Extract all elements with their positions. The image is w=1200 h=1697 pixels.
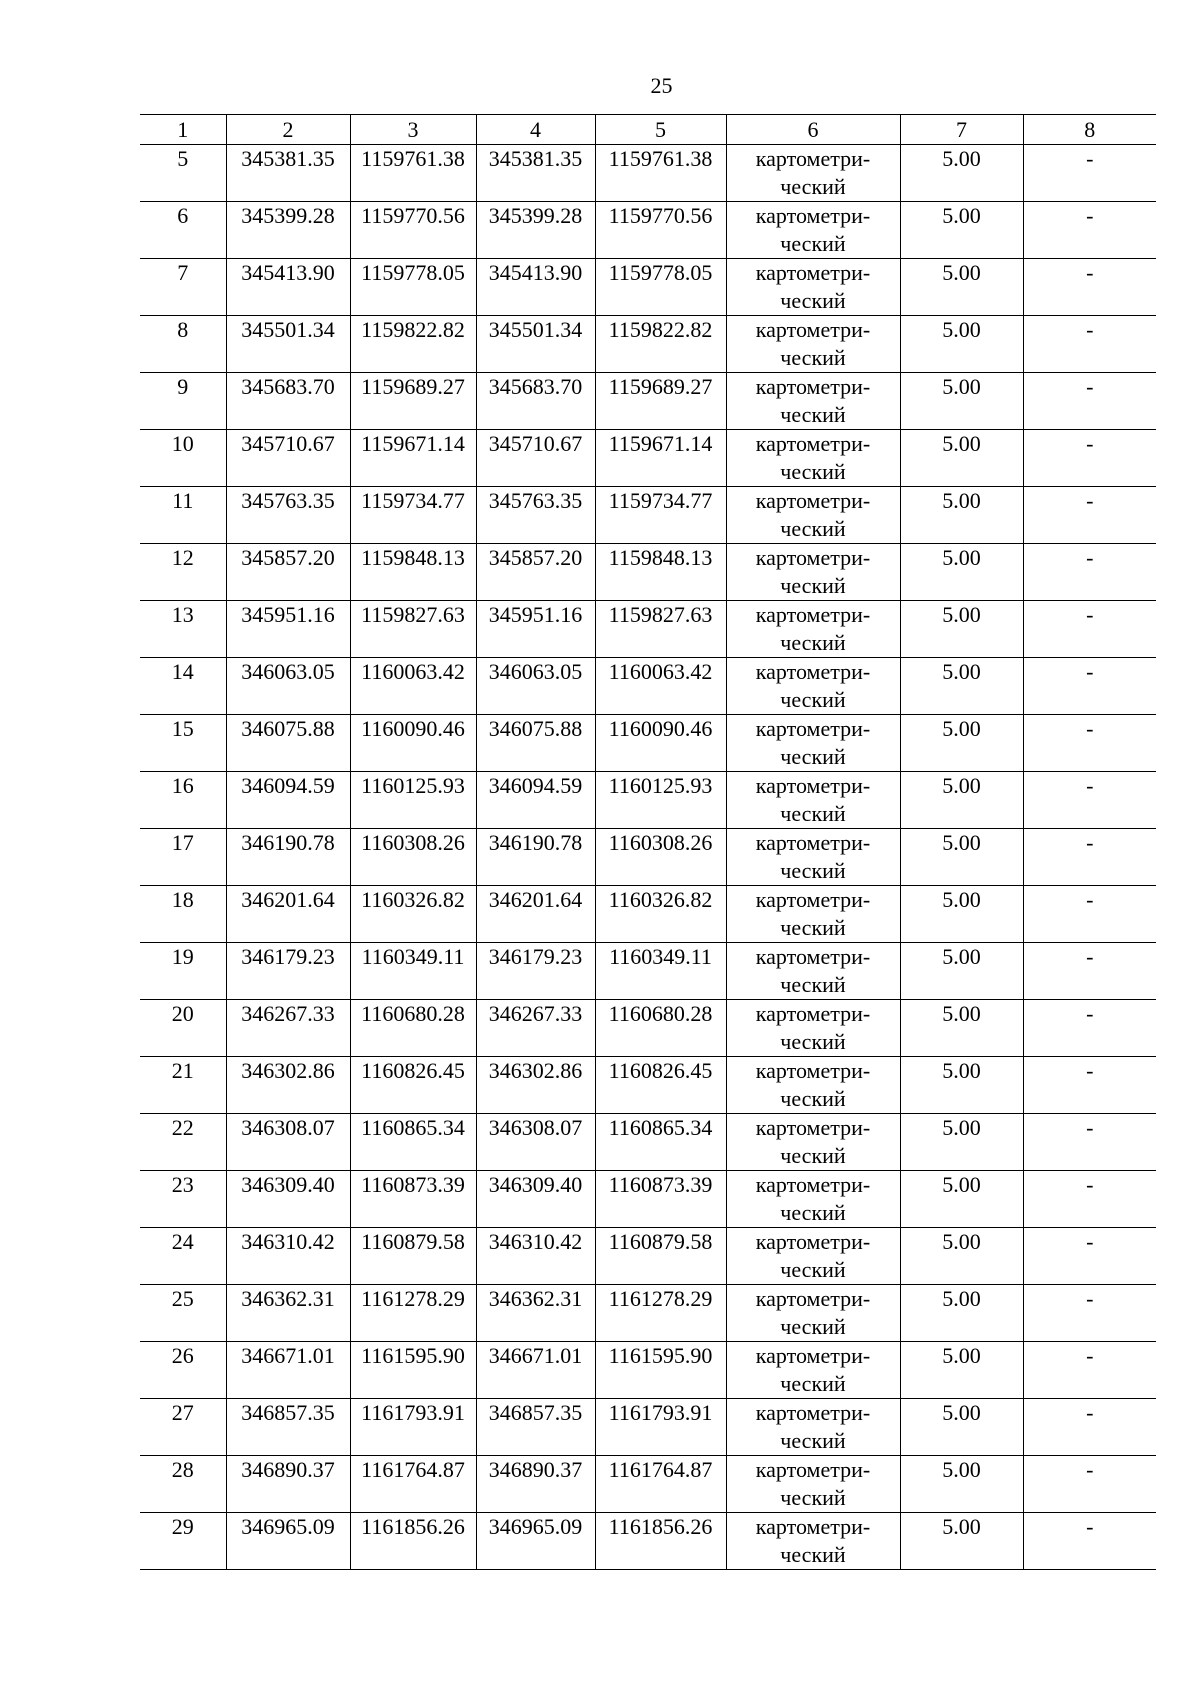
coordinate-cell: 346671.01: [226, 1342, 350, 1399]
table-row: [140, 715, 1156, 772]
coordinate-cell: 1159734.77: [350, 487, 476, 544]
coordinate-cell: 346190.78: [476, 829, 595, 886]
table-row: [140, 1000, 1156, 1057]
coordinate-cell: 1160090.46: [350, 715, 476, 772]
method-text: картометри-: [755, 260, 871, 285]
method-cell: [726, 316, 900, 373]
coordinate-cell: 346965.09: [226, 1513, 350, 1570]
method-text: картометри-: [755, 1001, 871, 1026]
coordinate-cell: 1160063.42: [350, 658, 476, 715]
coordinate-cell: 346094.59: [476, 772, 595, 829]
note-cell: -: [1023, 715, 1156, 772]
note-cell: -: [1023, 1171, 1156, 1228]
column-header: 7: [900, 115, 1023, 145]
note-cell: -: [1023, 1456, 1156, 1513]
method-text: картометри-: [755, 1457, 871, 1482]
coordinate-cell: 346310.42: [226, 1228, 350, 1285]
table-row: [140, 544, 1156, 601]
method-text: ческий: [780, 1542, 846, 1567]
column-header: 8: [1023, 115, 1156, 145]
method-cell: [726, 1456, 900, 1513]
method-text: ческий: [780, 1029, 846, 1054]
coordinate-cell: 345399.28: [476, 202, 595, 259]
coordinate-cell: 1160680.28: [350, 1000, 476, 1057]
method-text: ческий: [780, 1257, 846, 1282]
coordinate-cell: 346179.23: [476, 943, 595, 1000]
point-number-cell: 19: [140, 943, 226, 1000]
method-cell: [726, 1513, 900, 1570]
method-text: картометри-: [755, 659, 871, 684]
method-text: картометри-: [755, 488, 871, 513]
coordinate-cell: 345763.35: [226, 487, 350, 544]
point-number-cell: 27: [140, 1399, 226, 1456]
coordinate-cell: 1159778.05: [350, 259, 476, 316]
coordinate-cell: 1160308.26: [350, 829, 476, 886]
coordinate-cell: 346362.31: [226, 1285, 350, 1342]
table-row: [140, 1114, 1156, 1171]
method-text: ческий: [780, 1428, 846, 1453]
coordinate-cell: 1160879.58: [350, 1228, 476, 1285]
coordinate-cell: 345710.67: [476, 430, 595, 487]
method-cell: [726, 886, 900, 943]
coordinate-cell: 346857.35: [476, 1399, 595, 1456]
accuracy-cell: 5.00: [900, 1513, 1023, 1570]
coordinate-cell: 345399.28: [226, 202, 350, 259]
coordinates-table: [140, 114, 1156, 1570]
method-cell: [726, 259, 900, 316]
accuracy-cell: 5.00: [900, 1399, 1023, 1456]
coordinate-cell: 1161856.26: [595, 1513, 726, 1570]
accuracy-cell: 5.00: [900, 943, 1023, 1000]
point-number-cell: 13: [140, 601, 226, 658]
point-number-cell: 14: [140, 658, 226, 715]
method-text: ческий: [780, 231, 846, 256]
coordinate-cell: 345857.20: [226, 544, 350, 601]
method-text: картометри-: [755, 773, 871, 798]
accuracy-cell: 5.00: [900, 829, 1023, 886]
method-cell: [726, 1000, 900, 1057]
coordinate-cell: 1159689.27: [595, 373, 726, 430]
coordinate-cell: 345951.16: [476, 601, 595, 658]
column-header: 2: [226, 115, 350, 145]
point-number-cell: 5: [140, 145, 226, 202]
accuracy-cell: 5.00: [900, 772, 1023, 829]
coordinate-cell: 1161764.87: [350, 1456, 476, 1513]
coordinate-cell: 1160125.93: [350, 772, 476, 829]
table-row: [140, 145, 1156, 202]
column-header: 4: [476, 115, 595, 145]
method-text: картометри-: [755, 887, 871, 912]
coordinate-cell: 1161595.90: [350, 1342, 476, 1399]
accuracy-cell: 5.00: [900, 658, 1023, 715]
table-row: [140, 601, 1156, 658]
method-text: ческий: [780, 801, 846, 826]
coordinate-cell: 345381.35: [226, 145, 350, 202]
method-text: ческий: [780, 1200, 846, 1225]
coordinate-cell: 346075.88: [476, 715, 595, 772]
accuracy-cell: 5.00: [900, 202, 1023, 259]
method-cell: [726, 715, 900, 772]
method-text: ческий: [780, 972, 846, 997]
accuracy-cell: 5.00: [900, 373, 1023, 430]
coordinate-cell: 1160326.82: [595, 886, 726, 943]
coordinate-cell: 1160326.82: [350, 886, 476, 943]
accuracy-cell: 5.00: [900, 1228, 1023, 1285]
note-cell: -: [1023, 886, 1156, 943]
coordinate-cell: 1159761.38: [350, 145, 476, 202]
coordinate-cell: 1160865.34: [595, 1114, 726, 1171]
table-row: [140, 886, 1156, 943]
point-number-cell: 10: [140, 430, 226, 487]
method-text: ческий: [780, 858, 846, 883]
coordinate-cell: 1161278.29: [350, 1285, 476, 1342]
point-number-cell: 24: [140, 1228, 226, 1285]
method-text: ческий: [780, 573, 846, 598]
method-text: картометри-: [755, 944, 871, 969]
method-cell: [726, 658, 900, 715]
coordinate-cell: 1160308.26: [595, 829, 726, 886]
coordinate-cell: 1160826.45: [595, 1057, 726, 1114]
coordinate-cell: 1160879.58: [595, 1228, 726, 1285]
coordinate-cell: 1159734.77: [595, 487, 726, 544]
method-cell: [726, 1171, 900, 1228]
point-number-cell: 9: [140, 373, 226, 430]
table-body: [140, 145, 1156, 1570]
method-cell: [726, 1114, 900, 1171]
method-cell: [726, 1228, 900, 1285]
table-row: [140, 829, 1156, 886]
table-row: [140, 1171, 1156, 1228]
table-row: [140, 487, 1156, 544]
point-number-cell: 26: [140, 1342, 226, 1399]
method-cell: [726, 601, 900, 658]
note-cell: -: [1023, 1513, 1156, 1570]
method-text: картометри-: [755, 716, 871, 741]
coordinate-cell: 345683.70: [226, 373, 350, 430]
note-cell: -: [1023, 544, 1156, 601]
point-number-cell: 7: [140, 259, 226, 316]
table-row: [140, 1285, 1156, 1342]
point-number-cell: 20: [140, 1000, 226, 1057]
page-number: 25: [650, 73, 673, 98]
point-number-cell: 12: [140, 544, 226, 601]
note-cell: -: [1023, 658, 1156, 715]
point-number-cell: 15: [140, 715, 226, 772]
note-cell: -: [1023, 1114, 1156, 1171]
coordinate-cell: 1161764.87: [595, 1456, 726, 1513]
method-text: картометри-: [755, 545, 871, 570]
coordinate-cell: 1160125.93: [595, 772, 726, 829]
coordinate-cell: 346308.07: [476, 1114, 595, 1171]
table-row: [140, 772, 1156, 829]
method-text: картометри-: [755, 1058, 871, 1083]
coordinate-cell: 1160826.45: [350, 1057, 476, 1114]
coordinate-cell: 346308.07: [226, 1114, 350, 1171]
coordinate-cell: 1159770.56: [350, 202, 476, 259]
coordinate-cell: 1159822.82: [595, 316, 726, 373]
coordinate-cell: 346302.86: [476, 1057, 595, 1114]
coordinate-cell: 346094.59: [226, 772, 350, 829]
accuracy-cell: 5.00: [900, 430, 1023, 487]
coordinate-cell: 346890.37: [226, 1456, 350, 1513]
point-number-cell: 18: [140, 886, 226, 943]
coordinate-cell: 1159770.56: [595, 202, 726, 259]
coordinate-cell: 345501.34: [476, 316, 595, 373]
coordinate-cell: 1160090.46: [595, 715, 726, 772]
coordinate-cell: 346201.64: [476, 886, 595, 943]
coordinate-cell: 345763.35: [476, 487, 595, 544]
method-text: ческий: [780, 630, 846, 655]
method-text: ческий: [780, 345, 846, 370]
coordinate-cell: 1160063.42: [595, 658, 726, 715]
table-row: [140, 430, 1156, 487]
coordinate-cell: 1161793.91: [595, 1399, 726, 1456]
accuracy-cell: 5.00: [900, 259, 1023, 316]
coordinate-cell: 1159761.38: [595, 145, 726, 202]
table-row: [140, 1513, 1156, 1570]
coordinate-cell: 346302.86: [226, 1057, 350, 1114]
table-row: [140, 259, 1156, 316]
method-cell: [726, 373, 900, 430]
note-cell: -: [1023, 1228, 1156, 1285]
note-cell: -: [1023, 772, 1156, 829]
coordinate-cell: 1159778.05: [595, 259, 726, 316]
method-text: картометри-: [755, 1343, 871, 1368]
coordinate-cell: 346890.37: [476, 1456, 595, 1513]
method-text: ческий: [780, 915, 846, 940]
method-text: картометри-: [755, 317, 871, 342]
method-text: картометри-: [755, 602, 871, 627]
coordinate-cell: 345501.34: [226, 316, 350, 373]
accuracy-cell: 5.00: [900, 1000, 1023, 1057]
column-header: 5: [595, 115, 726, 145]
accuracy-cell: 5.00: [900, 1057, 1023, 1114]
point-number-cell: 8: [140, 316, 226, 373]
accuracy-cell: 5.00: [900, 145, 1023, 202]
coordinate-cell: 346267.33: [476, 1000, 595, 1057]
method-text: картометри-: [755, 1115, 871, 1140]
method-cell: [726, 1342, 900, 1399]
method-text: ческий: [780, 1143, 846, 1168]
note-cell: -: [1023, 1342, 1156, 1399]
accuracy-cell: 5.00: [900, 544, 1023, 601]
coordinate-cell: 345381.35: [476, 145, 595, 202]
table-row: [140, 1228, 1156, 1285]
note-cell: -: [1023, 145, 1156, 202]
note-cell: -: [1023, 430, 1156, 487]
coordinate-cell: 346190.78: [226, 829, 350, 886]
coordinate-cell: 346965.09: [476, 1513, 595, 1570]
table-row: [140, 202, 1156, 259]
coordinate-cell: 345710.67: [226, 430, 350, 487]
coordinate-cell: 1159827.63: [595, 601, 726, 658]
coordinate-cell: 1159827.63: [350, 601, 476, 658]
coordinate-cell: 1160349.11: [595, 943, 726, 1000]
coordinate-cell: 1159848.13: [595, 544, 726, 601]
coordinate-cell: 346310.42: [476, 1228, 595, 1285]
method-text: ческий: [780, 687, 846, 712]
coordinate-cell: 1159689.27: [350, 373, 476, 430]
coordinate-cell: 1161793.91: [350, 1399, 476, 1456]
accuracy-cell: 5.00: [900, 715, 1023, 772]
coordinate-cell: 1161856.26: [350, 1513, 476, 1570]
table-row: [140, 658, 1156, 715]
accuracy-cell: 5.00: [900, 601, 1023, 658]
coordinate-cell: 1159822.82: [350, 316, 476, 373]
coordinate-cell: 345951.16: [226, 601, 350, 658]
method-cell: [726, 829, 900, 886]
point-number-cell: 29: [140, 1513, 226, 1570]
method-text: картометри-: [755, 1514, 871, 1539]
table-row: [140, 373, 1156, 430]
column-header: 6: [726, 115, 900, 145]
note-cell: -: [1023, 373, 1156, 430]
note-cell: -: [1023, 829, 1156, 886]
note-cell: -: [1023, 601, 1156, 658]
method-cell: [726, 1285, 900, 1342]
accuracy-cell: 5.00: [900, 316, 1023, 373]
method-text: картометри-: [755, 146, 871, 171]
coordinate-cell: 345413.90: [476, 259, 595, 316]
note-cell: -: [1023, 943, 1156, 1000]
table-row: [140, 1456, 1156, 1513]
note-cell: -: [1023, 1399, 1156, 1456]
point-number-cell: 22: [140, 1114, 226, 1171]
method-cell: [726, 1399, 900, 1456]
note-cell: -: [1023, 259, 1156, 316]
note-cell: -: [1023, 202, 1156, 259]
column-header: 3: [350, 115, 476, 145]
coordinate-cell: 346201.64: [226, 886, 350, 943]
method-text: картометри-: [755, 1172, 871, 1197]
coordinate-cell: 1160873.39: [350, 1171, 476, 1228]
method-text: ческий: [780, 1371, 846, 1396]
coordinate-cell: 1161278.29: [595, 1285, 726, 1342]
table-row: [140, 1399, 1156, 1456]
method-cell: [726, 487, 900, 544]
method-text: ческий: [780, 744, 846, 769]
method-text: ческий: [780, 1485, 846, 1510]
method-text: ческий: [780, 1314, 846, 1339]
accuracy-cell: 5.00: [900, 1456, 1023, 1513]
method-text: картометри-: [755, 203, 871, 228]
point-number-cell: 23: [140, 1171, 226, 1228]
method-text: ческий: [780, 459, 846, 484]
coordinate-cell: 1161595.90: [595, 1342, 726, 1399]
table-row: [140, 316, 1156, 373]
coordinate-cell: 1160349.11: [350, 943, 476, 1000]
coordinate-cell: 346671.01: [476, 1342, 595, 1399]
coordinate-cell: 1160873.39: [595, 1171, 726, 1228]
coordinate-cell: 346857.35: [226, 1399, 350, 1456]
point-number-cell: 17: [140, 829, 226, 886]
point-number-cell: 21: [140, 1057, 226, 1114]
method-cell: [726, 544, 900, 601]
method-text: ческий: [780, 402, 846, 427]
point-number-cell: 16: [140, 772, 226, 829]
method-text: картометри-: [755, 431, 871, 456]
coordinate-cell: 346179.23: [226, 943, 350, 1000]
method-cell: [726, 145, 900, 202]
accuracy-cell: 5.00: [900, 1171, 1023, 1228]
coordinate-cell: 346063.05: [476, 658, 595, 715]
method-text: ческий: [780, 516, 846, 541]
method-cell: [726, 430, 900, 487]
method-cell: [726, 943, 900, 1000]
method-text: картометри-: [755, 374, 871, 399]
coordinate-cell: 345413.90: [226, 259, 350, 316]
method-text: ческий: [780, 174, 846, 199]
note-cell: -: [1023, 1057, 1156, 1114]
point-number-cell: 25: [140, 1285, 226, 1342]
coordinate-cell: 346309.40: [476, 1171, 595, 1228]
coordinate-cell: 346075.88: [226, 715, 350, 772]
coordinate-cell: 1159671.14: [350, 430, 476, 487]
coordinate-cell: 1160680.28: [595, 1000, 726, 1057]
coordinate-cell: 346362.31: [476, 1285, 595, 1342]
column-header: 1: [140, 115, 226, 145]
method-cell: [726, 202, 900, 259]
method-text: картометри-: [755, 1286, 871, 1311]
method-text: картометри-: [755, 830, 871, 855]
note-cell: -: [1023, 487, 1156, 544]
note-cell: -: [1023, 316, 1156, 373]
method-text: картометри-: [755, 1229, 871, 1254]
point-number-cell: 11: [140, 487, 226, 544]
coordinate-cell: 345857.20: [476, 544, 595, 601]
point-number-cell: 28: [140, 1456, 226, 1513]
method-text: ческий: [780, 1086, 846, 1111]
method-text: ческий: [780, 288, 846, 313]
coordinate-cell: 346267.33: [226, 1000, 350, 1057]
table-row: [140, 943, 1156, 1000]
note-cell: -: [1023, 1285, 1156, 1342]
note-cell: -: [1023, 1000, 1156, 1057]
coordinate-cell: 1159848.13: [350, 544, 476, 601]
point-number-cell: 6: [140, 202, 226, 259]
method-cell: [726, 772, 900, 829]
table-row: [140, 1342, 1156, 1399]
table-row: [140, 1057, 1156, 1114]
accuracy-cell: 5.00: [900, 1342, 1023, 1399]
coordinate-cell: 1160865.34: [350, 1114, 476, 1171]
accuracy-cell: 5.00: [900, 886, 1023, 943]
method-cell: [726, 1057, 900, 1114]
table-header-row: [140, 115, 1156, 145]
coordinate-cell: 346063.05: [226, 658, 350, 715]
accuracy-cell: 5.00: [900, 487, 1023, 544]
coordinate-cell: 345683.70: [476, 373, 595, 430]
coordinate-cell: 1159671.14: [595, 430, 726, 487]
accuracy-cell: 5.00: [900, 1285, 1023, 1342]
coordinate-cell: 346309.40: [226, 1171, 350, 1228]
accuracy-cell: 5.00: [900, 1114, 1023, 1171]
method-text: картометри-: [755, 1400, 871, 1425]
